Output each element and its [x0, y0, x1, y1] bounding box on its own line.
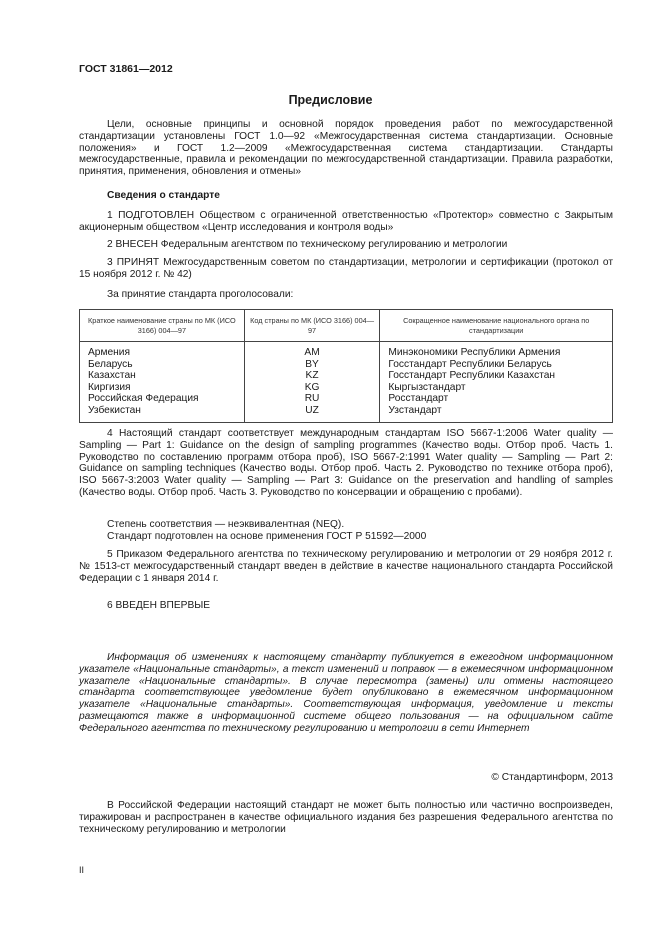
item-1: 1 ПОДГОТОВЛЕН Обществом с ограниченной ответственностью «Протектор» совместно с Закрытым акционерным обществом «Центр исследования и контроля воды» — [79, 210, 613, 233]
intro-paragraph: Цели, основные принципы и основной порядок проведения работ по межгосударственной стандартизации установлены ГОСТ 1.0—92 «Межгосударственная система стандартизации. Основные положения» и ГОСТ 1.2—2009 «Межгосударственная система стандартизации. Стандарты межгосударственные, правила и рекомендации по межгосударственной стандартизации. Правила разработки, принятия, применения, обновления и отмены» — [79, 119, 613, 177]
item-2: 2 ВНЕСЕН Федеральным агентством по техническому регулированию и метрологии — [107, 239, 508, 250]
table-row — [80, 382, 613, 394]
code-cell: BY — [244, 359, 380, 371]
table-header-code: Код страны по МК (ИСО 3166) 004—97 — [244, 310, 380, 342]
changes-notice: Информация об изменениях к настоящему стандарту публикуется в ежегодном информационном указателе «Национальные стандарты», а текст изменений и поправок — в ежемесячном информационном указателе «Национальные стандарты». В случае пересмотра (замены) или отмены настоящего стандарта соответствующее уведомление будет опубликовано в ежемесячном информационном указателе «Национальные стандарты». Соответствующая информация, уведомление и тексты размещаются также в информационной системе общего пользования — на официальном сайте Федерального агентства по техническому регулированию и метрологии в сети Интернет — [79, 652, 613, 734]
table-header-country: Краткое наименование страны по МК (ИСО 3166) 004—97 — [80, 310, 245, 342]
code-cell: UZ — [244, 405, 380, 423]
table-header-body: Сокращенное наименование национального органа по стандартизации — [380, 310, 613, 342]
code-cell: KG — [244, 382, 380, 394]
voted-caption: За принятие стандарта проголосовали: — [107, 289, 294, 300]
body-cell: Росстандарт — [380, 393, 613, 405]
country-cell: Беларусь — [80, 359, 245, 371]
country-cell: Киргизия — [80, 382, 245, 394]
body-cell: Минэкономики Республики Армения — [380, 342, 613, 359]
item-6: 6 ВВЕДЕН ВПЕРВЫЕ — [107, 600, 211, 611]
document-number: ГОСТ 31861—2012 — [79, 63, 173, 75]
table-header-row — [80, 310, 613, 342]
country-cell: Российская Федерация — [80, 393, 245, 405]
page-number: II — [79, 865, 85, 875]
country-cell: Казахстан — [80, 370, 245, 382]
table-row — [80, 405, 613, 423]
body-cell: Госстандарт Республики Казахстан — [380, 370, 613, 382]
item-4-degree: Степень соответствия — неэквивалентная (NEQ). — [107, 519, 345, 530]
item-4-basis: Стандарт подготовлен на основе применения ГОСТ Р 51592—2000 — [107, 531, 427, 542]
copyright-line: © Стандартинформ, 2013 — [491, 772, 613, 783]
item-4: 4 Настоящий стандарт соответствует международным стандартам ISO 5667-1:2006 Water quality — Sampling — Part 1: Guidance on the design of sampling programmes (Качество воды. Отбор проб. Часть 1. Руководство по составлению программ отбора проб), ISO 5667-2:1991 Water quality — Sampling — Part 2: Guidance on sampling techniques (Качество воды. Отбор проб. Часть 2. Руководство по технике отбора проб), ISO 5667-3:2003 Water quality — Sampling — Part 3: Guidance on the preservation and handling of samples (Качество воды. Отбор проб. Часть 3. Руководство по консервации и обращению с пробами). — [79, 428, 613, 498]
item-3: 3 ПРИНЯТ Межгосударственным советом по стандартизации, метрологии и сертификации (протокол от 15 ноября 2012 г. № 42) — [79, 257, 613, 280]
section-heading: Сведения о стандарте — [107, 190, 220, 201]
code-cell: KZ — [244, 370, 380, 382]
table-row — [80, 342, 613, 359]
body-cell: Госстандарт Республики Беларусь — [380, 359, 613, 371]
code-cell: AM — [244, 342, 380, 359]
table-row — [80, 393, 613, 405]
page-title: Предисловие — [288, 93, 373, 107]
body-cell: Узстандарт — [380, 405, 613, 423]
body-cell: Кыргызстандарт — [380, 382, 613, 394]
voting-table — [79, 309, 613, 423]
table-row — [80, 359, 613, 371]
table-row — [80, 370, 613, 382]
country-cell: Армения — [80, 342, 245, 359]
country-cell: Узбекистан — [80, 405, 245, 423]
code-cell: RU — [244, 393, 380, 405]
item-5: 5 Приказом Федерального агентства по техническому регулированию и метрологии от 29 ноября 2012 г. № 1513-ст межгосударственный стандарт введен в действие в качестве национального стандарта Российской Федерации с 1 января 2014 г. — [79, 549, 613, 584]
rights-paragraph: В Российской Федерации настоящий стандарт не может быть полностью или частично воспроизведен, тиражирован и распространен в качестве официального издания без разрешения Федерального агентства по техническому регулированию и метрологии — [79, 800, 613, 835]
